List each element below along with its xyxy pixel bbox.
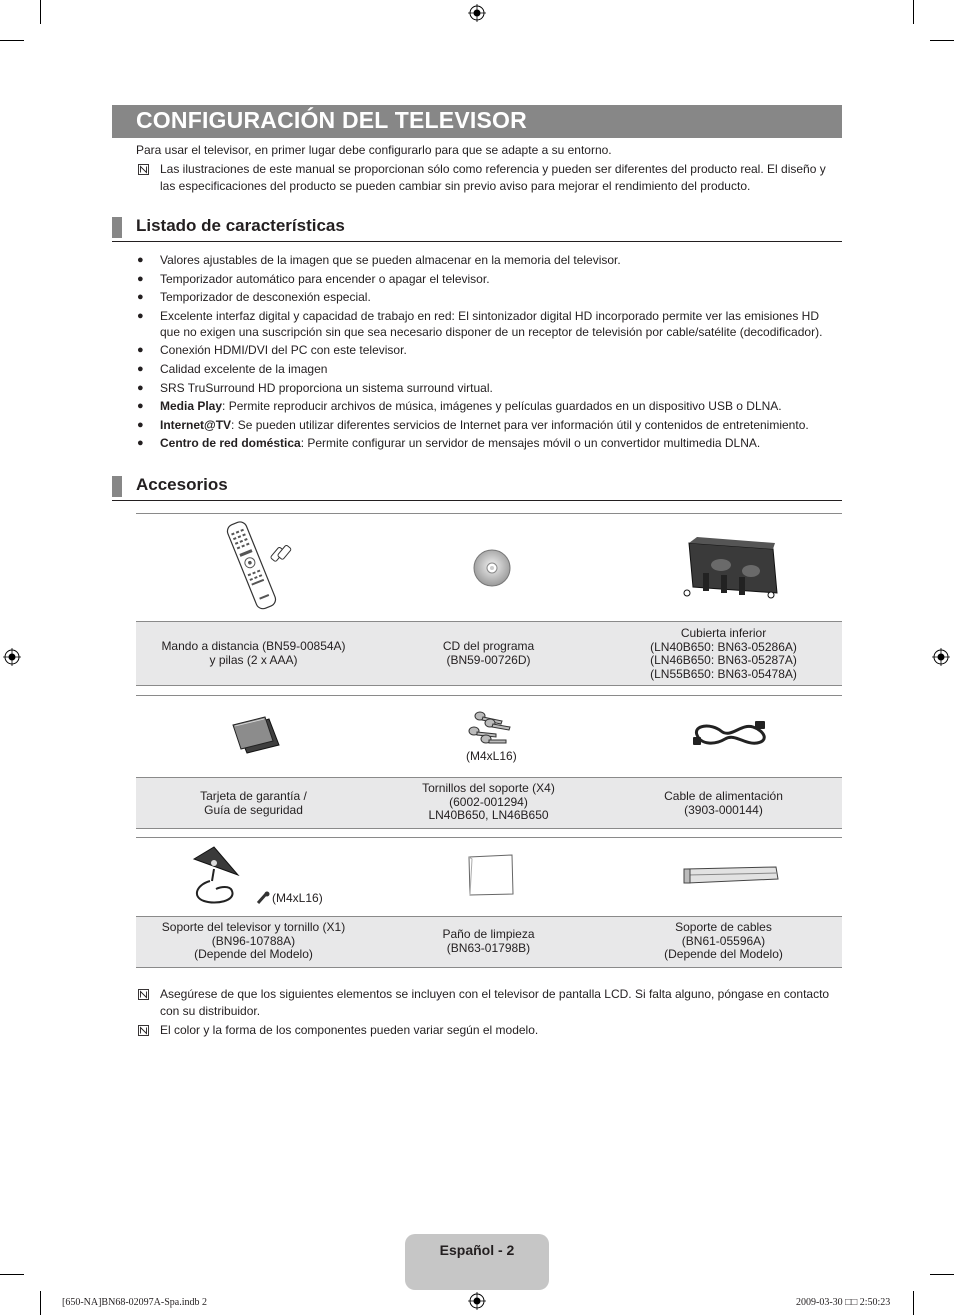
page-number: Español - 2 [439, 1242, 515, 1258]
accessory-caption: Cable de alimentación (3903-000144) [664, 789, 783, 817]
list-item: ● Temporizador de desconexión especial. [137, 290, 371, 305]
screw-icon [256, 891, 270, 905]
power-cable-icon [691, 719, 771, 749]
list-item: ● Centro de red doméstica: Permite configurar un servidor de mensajes móvil o un convertidor multimedia DLNA. [137, 436, 761, 451]
screw-size-label: (M4xL16) [272, 891, 323, 905]
crop-mark [913, 1291, 914, 1315]
accessory-caption: CD del programa (BN59-00726D) [442, 639, 535, 667]
registration-mark-icon [468, 4, 486, 22]
caption-row [136, 916, 842, 968]
page-title: CONFIGURACIÓN DEL TELEVISOR [136, 107, 527, 133]
crop-mark [40, 1291, 41, 1315]
list-item: ● Excelente interfaz digital y capacidad de trabajo en red: El sintonizador digital HD incorporado permite ver las emisiones HD que no exigen una suscripción sin que sea necesario disponer de un receptor de televisión por cable/satélite (decodificador). [137, 308, 823, 339]
file-name: [650-NA]BN68-02097A-Spa.indb 2 [62, 1297, 207, 1308]
accessory-row [136, 513, 842, 686]
registration-mark-icon [468, 1292, 486, 1310]
title-bar [112, 105, 842, 138]
note-text-line: las especificaciones del producto se pueden cambiar sin previo aviso para mejorar el rendimiento del producto. [160, 179, 751, 193]
cd-icon [473, 549, 511, 587]
intro-text: Para usar el televisor, en primer lugar debe configurarlo para que se adapte a su entorno. [136, 143, 612, 157]
list-item: ● Conexión HDMI/DVI del PC con este televisor. [137, 343, 407, 358]
cleaning-cloth-icon [466, 853, 516, 897]
warranty-card-icon [231, 715, 281, 755]
registration-mark-icon [3, 648, 21, 666]
bottom-cover-icon [681, 535, 781, 601]
note-icon [138, 989, 149, 1000]
note-text-line: con su distribuidor. [160, 1004, 261, 1018]
list-item: ● Temporizador automático para encender o apagar el televisor. [137, 271, 490, 286]
list-item: ● Calidad excelente de la imagen [137, 361, 328, 376]
crop-mark [930, 1274, 954, 1275]
remote-control-icon [220, 517, 300, 615]
print-timestamp: 2009-03-30 □□ 2:50:23 [796, 1297, 891, 1308]
screw-size-label: (M4xL16) [466, 749, 517, 763]
note-text-line: Las ilustraciones de este manual se proporcionan sólo como referencia y pueden ser diferentes del producto real. El diseño y [160, 162, 826, 176]
page-number-tab [405, 1234, 549, 1290]
accessory-caption: Tarjeta de garantía / Guía de seguridad [200, 789, 307, 817]
accessory-caption: Paño de limpieza (BN63-01798B) [442, 927, 535, 955]
section-heading-accessories [112, 474, 842, 501]
crop-mark [930, 40, 954, 41]
accessory-row [136, 695, 842, 828]
note-icon [138, 164, 149, 175]
crop-mark [0, 40, 24, 41]
stand-icon [190, 845, 244, 907]
feature-list [136, 252, 842, 454]
list-item: ● Media Play: Permite reproducir archivos de música, imágenes y películas guardados en un dispositivo USB o DLNA. [137, 399, 782, 414]
section-marker [112, 217, 122, 238]
accessory-row [136, 837, 842, 967]
accessory-caption: Soporte de cables (BN61-05596A) (Depende del Modelo) [664, 920, 783, 961]
note-icon [138, 1025, 149, 1036]
note-text-line: Asegúrese de que los siguientes elementos se incluyen con el televisor de pantalla LCD. Si falta alguno, póngase en contacto [160, 987, 830, 1001]
accessory-caption: Tornillos del soporte (X4) (6002-001294) LN40B650, LN46B650 [422, 781, 555, 822]
screws-icon [466, 709, 512, 747]
list-item: ● SRS TruSurround HD proporciona un sistema surround virtual. [137, 380, 493, 395]
accessory-caption: Soporte del televisor y tornillo (X1) (BN96-10788A) (Depende del Modelo) [161, 920, 346, 961]
section-title: Accesorios [136, 475, 228, 494]
section-title: Listado de características [136, 216, 345, 235]
section-marker [112, 476, 122, 497]
accessory-caption: Mando a distancia (BN59-00854A) y pilas (2 x AAA) [161, 639, 346, 667]
registration-mark-icon [932, 648, 950, 666]
caption-row [136, 777, 842, 829]
cable-holder-icon [682, 865, 780, 885]
crop-mark [913, 0, 914, 24]
note-text-line: El color y la forma de los componentes pueden variar según el modelo. [160, 1023, 539, 1037]
list-item: ● Internet@TV: Se pueden utilizar diferentes servicios de Internet para ver información útil y contenidos de entretenimiento. [137, 417, 809, 432]
list-item: ● Valores ajustables de la imagen que se pueden almacenar en la memoria del televisor. [137, 253, 621, 267]
crop-mark [40, 0, 41, 24]
section-heading-features [112, 215, 842, 242]
crop-mark [0, 1274, 24, 1275]
accessory-caption: Cubierta inferior (LN40B650: BN63-05286A) (LN46B650: BN63-05287A) (LN55B650: BN63-05478A) [650, 626, 797, 681]
caption-row [136, 621, 842, 686]
